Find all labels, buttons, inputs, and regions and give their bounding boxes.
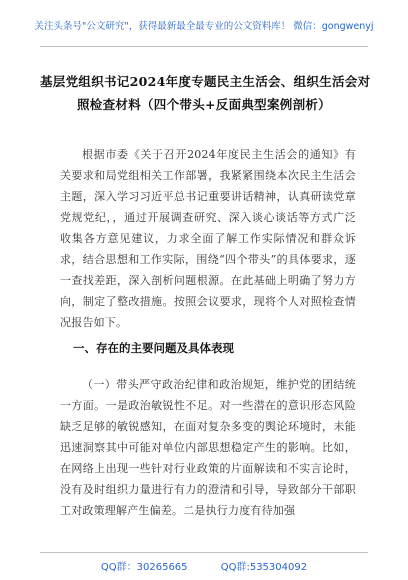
footer [0,558,408,573]
section-heading: 一、存在的主要问题及具体表现 [73,341,234,355]
footer-divider [40,552,368,553]
document-title-line-1: 基层党组织书记2024年度专题民主生活会、组织生活会对 [40,74,371,89]
header-banner[interactable]: 关注头条号"公文研究"，获得最新最全最专业的公文资料库！ 微信：gongwenyj [34,21,374,32]
footer-qq-group-1[interactable]: QQ群：30265665 [100,562,188,573]
header-divider [40,46,368,47]
section-paragraph: （一）带头严守政治纪律和政治规矩，维护党的团结统一方面。一是政治敏锐性不足。对一些潜在的意识形态风险缺乏足够的敏锐感知，在面对复杂多变的舆论环境时，未能迅速洞察其中可能对单位内部思想稳定产生的影响。比如，在网络上出现一些针对行业政策的片面解读和不实言论时，没有及时组织力量进行有力的澄清和引导，导致部分干部职工对政策理解产生偏差。二是执行力度有待加强 [60,378,356,517]
document-title-line-2: 照检查材料（四个带头+反面典型案例剖析） [77,97,331,112]
intro-paragraph: 根据市委《关于召开2024年度民主生活会的通知》有关要求和局党组相关工作部署，我紧紧围绕本次民主生活会主题，深入学习习近平总书记重要讲话精神，认真研读党章党规党纪，，通过开展调查研究、深入谈心谈话等方式广泛收集各方意见建议，力求全面了解工作实际情况和群众诉求，结合思想和工作实际，围绕“四个带头”的具体要求，逐一查找差距，深入剖析问题根源。在此基础上明确了努力方向，制定了整改措施。按照会议要求，现将个人对照检查情况报告如下。 [60,148,356,329]
footer-qq-group-2[interactable]: QQ群:535304092 [220,562,308,573]
